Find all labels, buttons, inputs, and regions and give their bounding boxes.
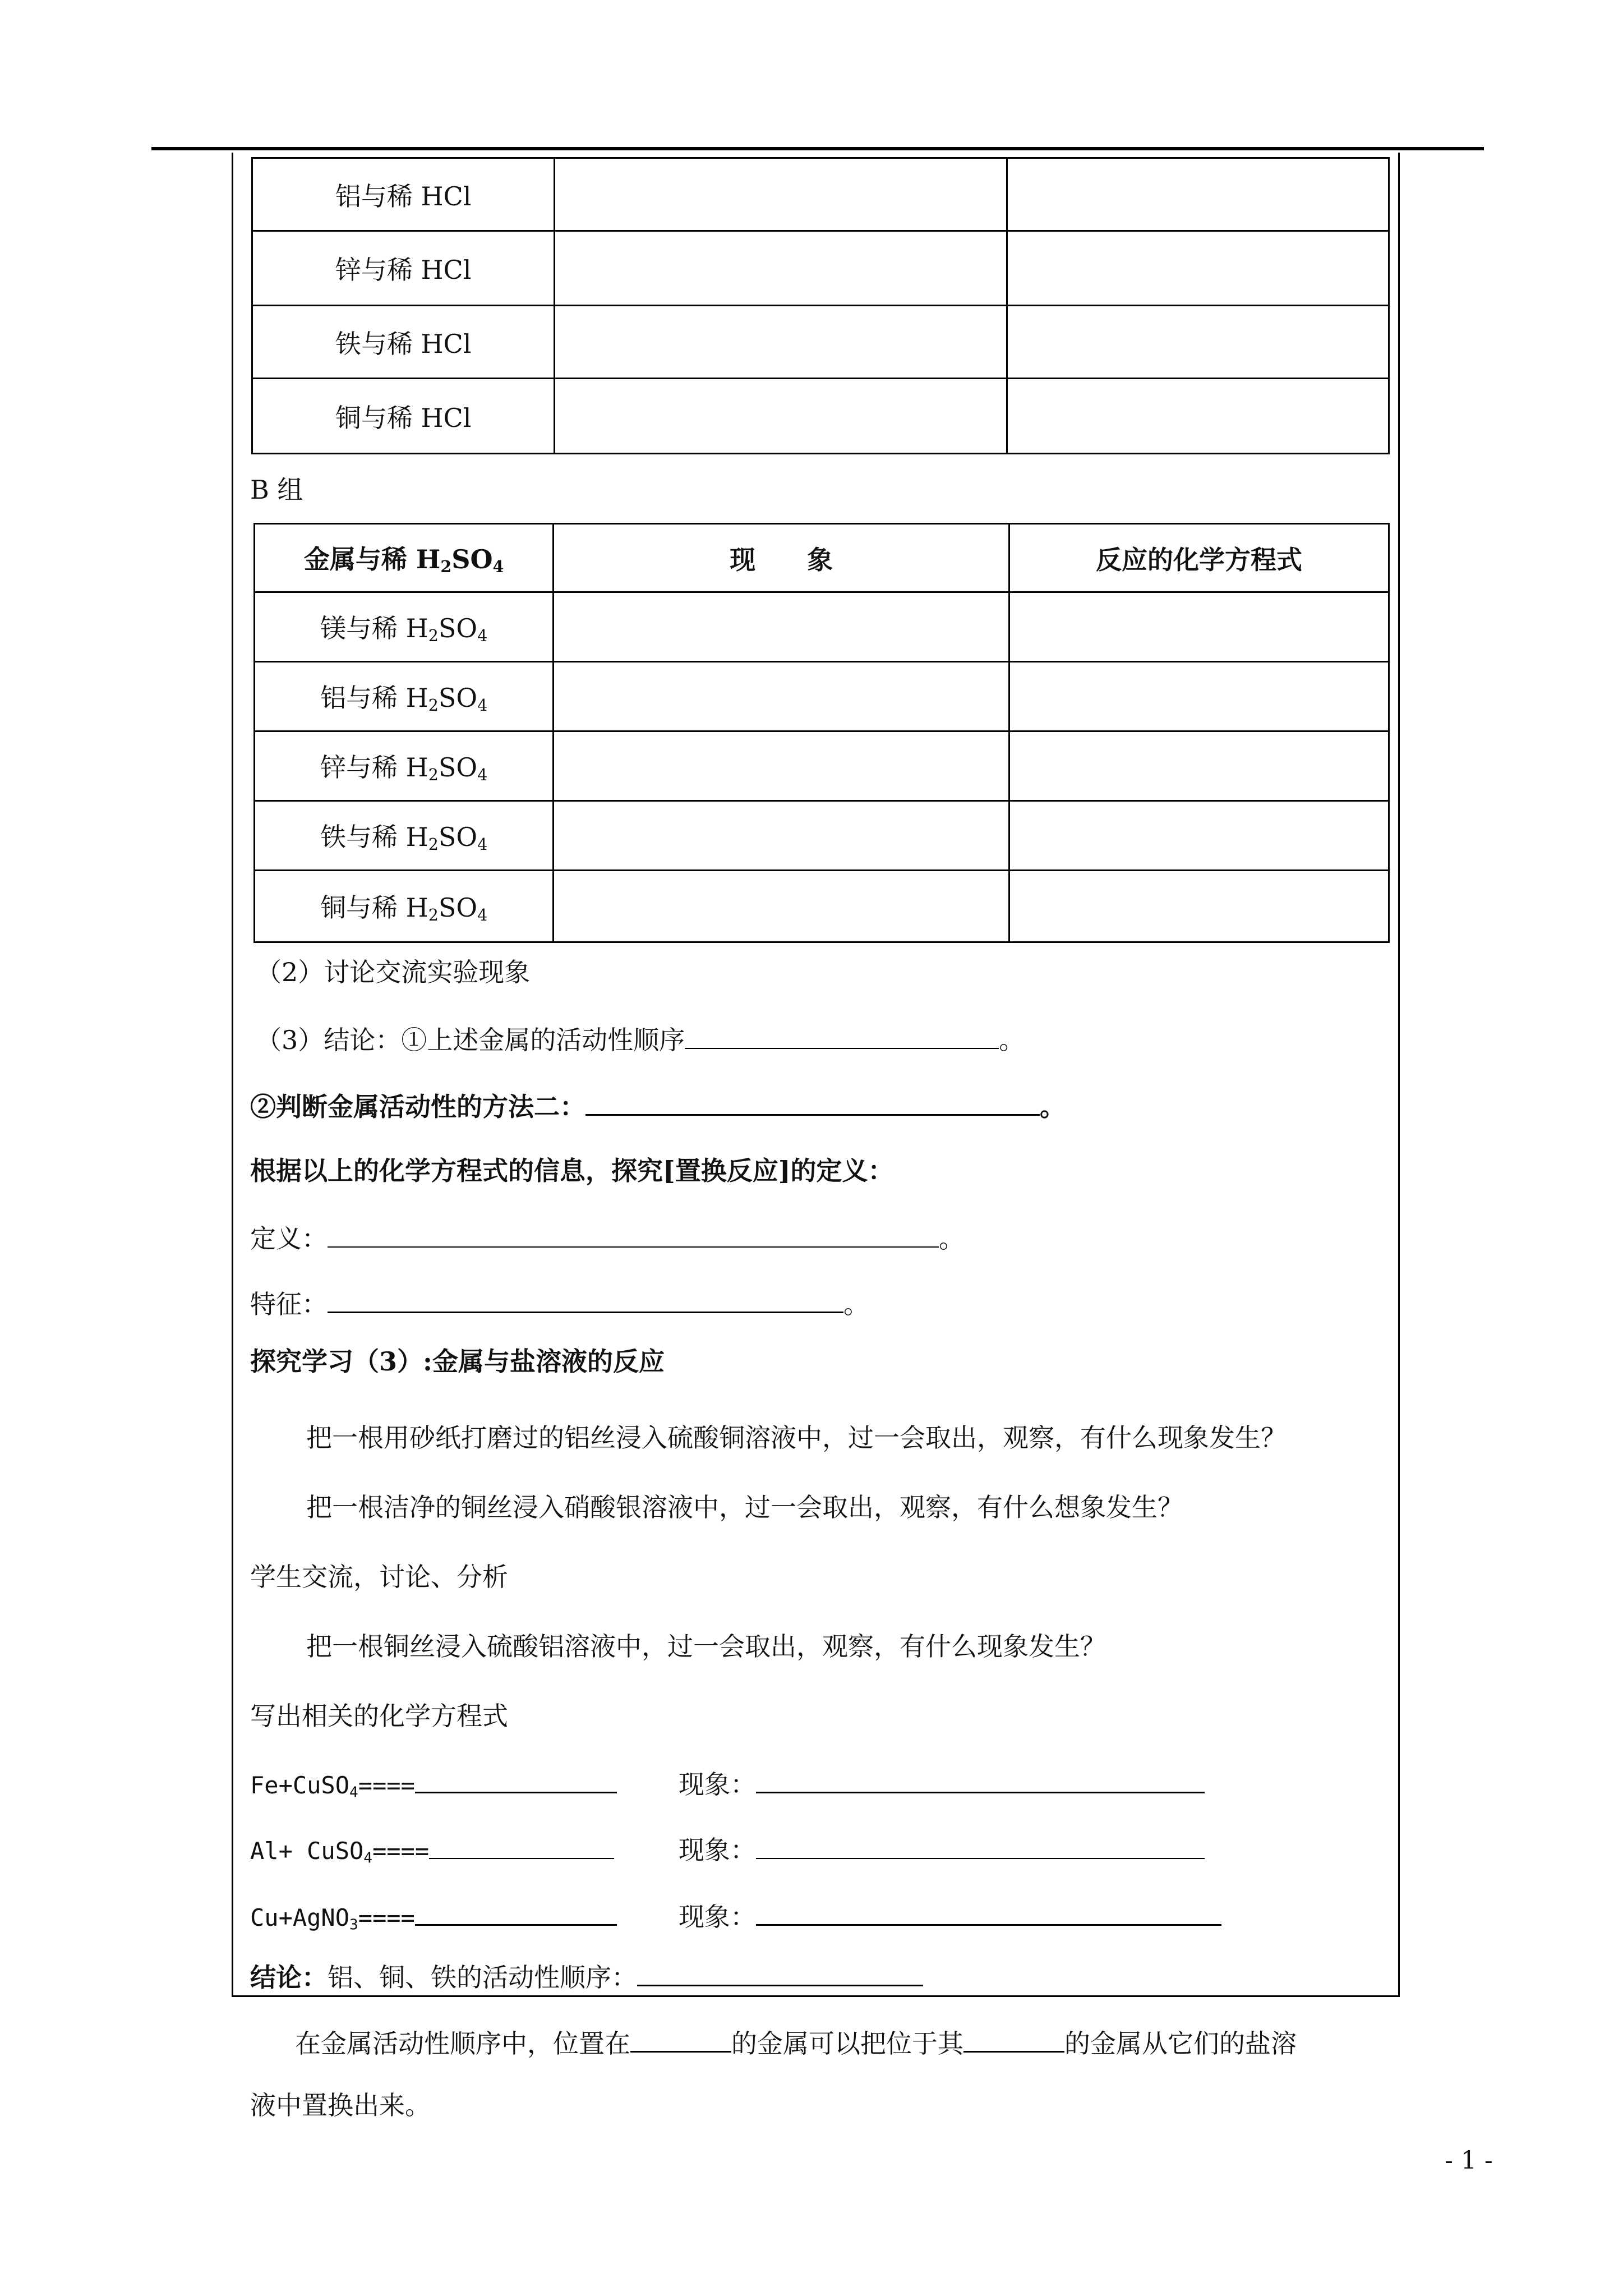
blank-equation[interactable] (415, 1899, 617, 1926)
table-cell-equation[interactable] (1009, 801, 1389, 871)
equation-fe-cuso4: Fe+CuSO$_4$==== (250, 1767, 617, 1802)
student-discussion: 学生交流，讨论、分析 (250, 1562, 508, 1592)
table-row (252, 158, 1389, 231)
table-row (255, 731, 1389, 801)
table-cell-metal: 铁与稀 $H_2SO_4$ (255, 801, 554, 871)
table-cell-equation[interactable] (1007, 379, 1389, 454)
table-cell-metal: 锌与稀 HCl (252, 231, 555, 306)
table-cell-phenomenon[interactable] (554, 871, 1009, 942)
table-cell-equation[interactable] (1007, 306, 1389, 379)
table-cell-metal: 铁与稀 HCl (252, 306, 555, 379)
table-row (255, 801, 1389, 871)
paragraph-copper-silver: 把一根洁净的铜丝浸入硝酸银溶液中，过一会取出，观察，有什么想象发生？ (306, 1492, 1183, 1522)
rule-line: 在金属活动性顺序中，位置在 的金属可以把位于其 的金属从它们的盐溶 (295, 2026, 1297, 2059)
table-cell-phenomenon[interactable] (555, 231, 1007, 306)
feature-line: 特征： 。 (250, 1287, 869, 1320)
blank-equation[interactable] (415, 1767, 617, 1793)
blank-activity-order[interactable] (685, 1023, 999, 1049)
based-on-line: 根据以上的化学方程式的信息，探究[置换反应]的定义： (250, 1156, 894, 1186)
table-cell-phenomenon[interactable] (554, 592, 1009, 662)
phenomenon-fe: 现象： (679, 1767, 1205, 1800)
table-cell-phenomenon[interactable] (555, 306, 1007, 379)
table-row (252, 231, 1389, 306)
blank-phenomenon[interactable] (756, 1833, 1205, 1859)
table-cell-phenomenon[interactable] (555, 158, 1007, 231)
blank-method2[interactable] (585, 1089, 1040, 1116)
conclusion-order-line: 结论：铝、铜、铁的活动性顺序： (250, 1960, 923, 1993)
table-cell-equation[interactable] (1009, 731, 1389, 801)
table-cell-equation[interactable] (1009, 662, 1389, 731)
table-cell-metal: 铜与稀 $H_2SO_4$ (255, 871, 554, 942)
blank-equation[interactable] (429, 1833, 614, 1859)
table-cell-phenomenon[interactable] (554, 662, 1009, 731)
table-row (255, 871, 1389, 942)
table-row (255, 592, 1389, 662)
table-group-a (251, 157, 1390, 454)
paragraph-aluminum: 把一根用砂纸打磨过的铝丝浸入硫酸铜溶液中，过一会取出，观察，有什么现象发生？ (306, 1423, 1287, 1453)
table-cell-metal: 铝与稀 HCl (252, 158, 555, 231)
definition-line: 定义： 。 (250, 1222, 965, 1254)
paragraph-copper-aluminum: 把一根铜丝浸入硫酸铝溶液中，过一会取出，观察，有什么现象发生？ (306, 1631, 1106, 1662)
table-header-row (255, 524, 1389, 592)
header-rule (151, 147, 1484, 150)
table-row (252, 379, 1389, 454)
conclusion-line: （3）结论：①上述金属的活动性顺序 。 (256, 1023, 1025, 1056)
rule-line-continued: 液中置换出来。 (250, 2090, 431, 2120)
phenomenon-al: 现象： (679, 1833, 1205, 1866)
phenomenon-cu: 现象： (679, 1899, 1221, 1932)
table-cell-equation[interactable] (1009, 871, 1389, 942)
table-cell-metal: 铝与稀 $H_2SO_4$ (255, 662, 554, 731)
table-group-b (253, 523, 1390, 943)
table-cell-phenomenon[interactable] (554, 801, 1009, 871)
table-cell-phenomenon[interactable] (554, 731, 1009, 801)
blank-conclusion-order[interactable] (637, 1960, 923, 1986)
blank-phenomenon[interactable] (756, 1767, 1205, 1793)
blank-feature[interactable] (328, 1287, 843, 1313)
equation-cu-agno3: Cu+AgNO$_3$==== (250, 1899, 617, 1934)
discuss-line: （2）讨论交流实验现象 (256, 957, 531, 987)
table-cell-metal: 锌与稀 $H_2SO_4$ (255, 731, 554, 801)
table-row (255, 662, 1389, 731)
table-cell-metal: 镁与稀 $H_2SO_4$ (255, 592, 554, 662)
table-cell-equation[interactable] (1009, 592, 1389, 662)
page-number: - 1 - (1445, 2146, 1493, 2175)
group-b-label: B 组 (250, 475, 303, 505)
equation-al-cuso4: Al+ CuSO$_4$==== (250, 1833, 614, 1867)
blank-position-before[interactable] (630, 2026, 731, 2053)
header-metal: 金属与稀 $H_2SO_4$ (255, 524, 554, 592)
blank-definition[interactable] (328, 1222, 939, 1248)
table-cell-metal: 铜与稀 HCl (252, 379, 555, 454)
table-cell-equation[interactable] (1007, 231, 1389, 306)
header-phenomenon: 现 象 (554, 524, 1009, 592)
explore3-heading: 探究学习（3）:金属与盐溶液的反应 (250, 1346, 665, 1377)
table-row (252, 306, 1389, 379)
table-cell-phenomenon[interactable] (555, 379, 1007, 454)
blank-phenomenon[interactable] (756, 1899, 1221, 1926)
table-cell-equation[interactable] (1007, 158, 1389, 231)
blank-position-after[interactable] (963, 2026, 1064, 2053)
header-equation: 反应的化学方程式 (1009, 524, 1389, 592)
method2-line: ②判断金属活动性的方法二： 。 (250, 1089, 1066, 1122)
write-equations: 写出相关的化学方程式 (250, 1701, 508, 1731)
